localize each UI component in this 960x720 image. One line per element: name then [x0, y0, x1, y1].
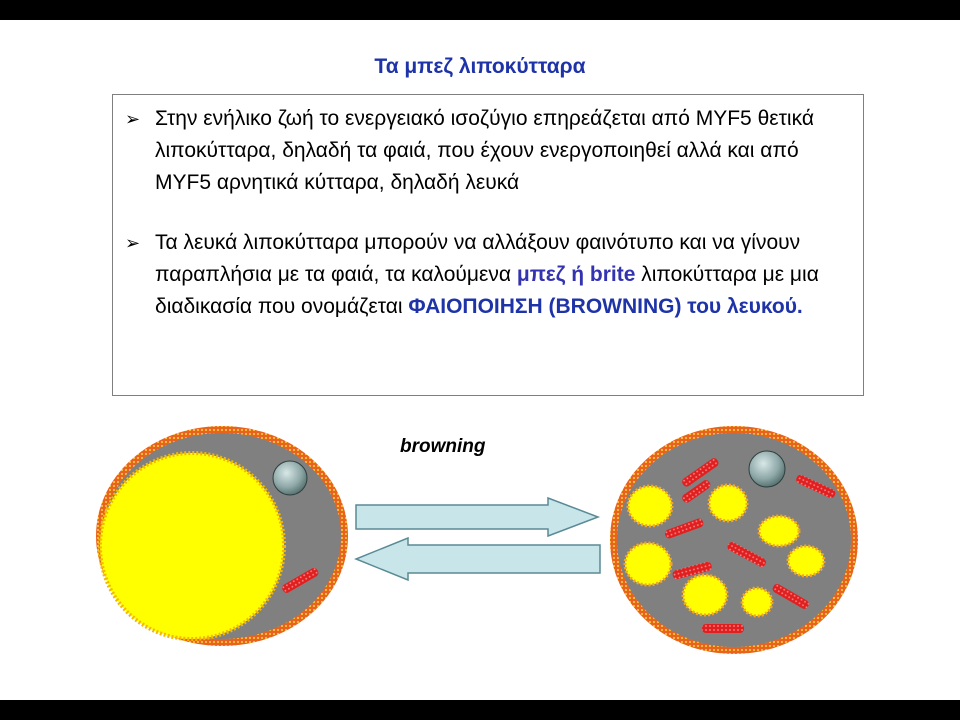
- beige-cell-nucleus: [749, 451, 785, 487]
- browning-arrows: [356, 498, 600, 580]
- lipid-droplet: [625, 543, 671, 585]
- lipid-droplet: [742, 588, 772, 616]
- lipid-droplet: [759, 516, 799, 546]
- reverse-arrow-icon: [356, 538, 600, 580]
- bullet-2-highlight-browning: ΦΑΙΟΠΟΙΗΣΗ (BROWNING) του λευκού.: [408, 295, 803, 318]
- beige-adipocyte: [610, 426, 858, 654]
- arrowhead-bullet-icon: ➢: [125, 233, 141, 253]
- bullet-2-text-b: λιποκύτταρα με μια διαδικασία που ονομάζεται: [155, 263, 819, 318]
- slide-title: Τα μπεζ λιποκύτταρα: [374, 55, 586, 78]
- lipid-droplet: [683, 575, 727, 615]
- lipid-droplet: [628, 486, 672, 526]
- white-cell-lipid-droplet: [100, 453, 284, 639]
- lipid-droplet: [788, 546, 824, 576]
- bullet-2-highlight-beige: μπεζ ή brite: [516, 263, 636, 286]
- bullet-1-text: Στην ενήλικο ζωή το ενεργειακό ισοζύγιο επηρεάζεται από MYF5 θετικά λιποκύτταρα, δηλαδή τα φαιά, που έχουν ενεργοποιηθεί αλλά και από MYF5 αρνητικά κύτταρα, δηλαδή λευκά: [155, 107, 814, 194]
- browning-arrow-label: browning: [400, 436, 486, 457]
- white-adipocyte: [96, 426, 348, 646]
- bullet-2-text-a: Τα λευκά λιποκύτταρα μπορούν να αλλάξουν φαινότυπο και να γίνουν παραπλήσια με τα φαιά, τα καλούμενα: [155, 231, 801, 286]
- mitochondrion: [702, 624, 744, 633]
- white-cell-nucleus: [273, 461, 307, 495]
- arrowhead-bullet-icon: ➢: [125, 109, 141, 129]
- forward-arrow-icon: [356, 498, 598, 536]
- beige-cell-cytoplasm: [617, 433, 851, 647]
- lipid-droplet: [709, 485, 747, 521]
